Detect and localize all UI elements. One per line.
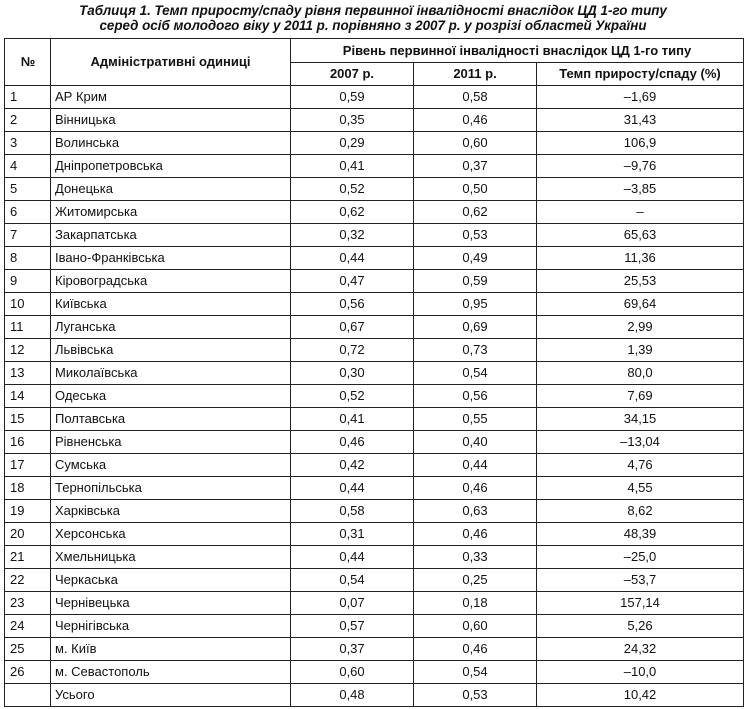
row-rate: –53,7 <box>537 569 744 592</box>
row-2007: 0,47 <box>291 270 414 293</box>
row-rate: 11,36 <box>537 247 744 270</box>
row-rate: –3,85 <box>537 178 744 201</box>
table-row <box>5 178 744 201</box>
row-num: 6 <box>5 201 51 224</box>
row-num: 12 <box>5 339 51 362</box>
row-num: 25 <box>5 638 51 661</box>
row-2007: 0,59 <box>291 86 414 109</box>
row-2011: 0,62 <box>414 201 537 224</box>
row-rate: 24,32 <box>537 638 744 661</box>
table-row <box>5 316 744 339</box>
row-2011: 0,54 <box>414 362 537 385</box>
row-2007: 0,58 <box>291 500 414 523</box>
table-row <box>5 454 744 477</box>
table-row <box>5 362 744 385</box>
table-row <box>5 684 744 707</box>
row-2011: 0,55 <box>414 408 537 431</box>
row-2007: 0,41 <box>291 408 414 431</box>
table-row <box>5 155 744 178</box>
row-2007: 0,46 <box>291 431 414 454</box>
table-row <box>5 247 744 270</box>
table-row <box>5 500 744 523</box>
table-row <box>5 339 744 362</box>
row-rate: 2,99 <box>537 316 744 339</box>
row-name: Івано-Франківська <box>51 247 291 270</box>
row-name: Кіровоградська <box>51 270 291 293</box>
row-name: Усього <box>51 684 291 707</box>
table-row <box>5 523 744 546</box>
row-num: 17 <box>5 454 51 477</box>
row-rate: 4,55 <box>537 477 744 500</box>
row-2011: 0,50 <box>414 178 537 201</box>
row-rate: –25,0 <box>537 546 744 569</box>
row-num: 7 <box>5 224 51 247</box>
row-name: Хмельницька <box>51 546 291 569</box>
row-name: м. Севастополь <box>51 661 291 684</box>
row-name: Вінницька <box>51 109 291 132</box>
row-num: 5 <box>5 178 51 201</box>
table-body <box>5 86 744 707</box>
row-num: 10 <box>5 293 51 316</box>
row-2007: 0,42 <box>291 454 414 477</box>
row-rate: 31,43 <box>537 109 744 132</box>
row-num <box>5 684 51 707</box>
row-rate: 157,14 <box>537 592 744 615</box>
table-row <box>5 431 744 454</box>
row-2011: 0,60 <box>414 615 537 638</box>
row-name: АР Крим <box>51 86 291 109</box>
row-name: Донецька <box>51 178 291 201</box>
row-num: 26 <box>5 661 51 684</box>
row-name: Харківська <box>51 500 291 523</box>
header-rate: Темп приросту/спаду (%) <box>537 63 744 86</box>
row-num: 18 <box>5 477 51 500</box>
table-row <box>5 615 744 638</box>
row-name: м. Київ <box>51 638 291 661</box>
row-2007: 0,30 <box>291 362 414 385</box>
row-rate: 34,15 <box>537 408 744 431</box>
row-name: Волинська <box>51 132 291 155</box>
table-header <box>5 39 744 86</box>
row-name: Черкаська <box>51 569 291 592</box>
row-2011: 0,46 <box>414 638 537 661</box>
row-num: 1 <box>5 86 51 109</box>
row-2007: 0,35 <box>291 109 414 132</box>
table-row <box>5 132 744 155</box>
row-num: 22 <box>5 569 51 592</box>
row-2007: 0,31 <box>291 523 414 546</box>
row-2011: 0,46 <box>414 477 537 500</box>
row-rate: 7,69 <box>537 385 744 408</box>
row-name: Чернівецька <box>51 592 291 615</box>
row-rate: 1,39 <box>537 339 744 362</box>
row-rate: 10,42 <box>537 684 744 707</box>
row-2011: 0,18 <box>414 592 537 615</box>
row-num: 15 <box>5 408 51 431</box>
table-row <box>5 109 744 132</box>
row-num: 16 <box>5 431 51 454</box>
row-num: 19 <box>5 500 51 523</box>
row-num: 8 <box>5 247 51 270</box>
row-2011: 0,53 <box>414 684 537 707</box>
row-num: 23 <box>5 592 51 615</box>
row-2011: 0,40 <box>414 431 537 454</box>
row-num: 21 <box>5 546 51 569</box>
row-2011: 0,56 <box>414 385 537 408</box>
row-rate: 25,53 <box>537 270 744 293</box>
row-rate: 5,26 <box>537 615 744 638</box>
table-row <box>5 569 744 592</box>
row-2007: 0,72 <box>291 339 414 362</box>
row-2007: 0,41 <box>291 155 414 178</box>
table-row <box>5 477 744 500</box>
row-2011: 0,53 <box>414 224 537 247</box>
table-row <box>5 408 744 431</box>
row-num: 14 <box>5 385 51 408</box>
row-2007: 0,60 <box>291 661 414 684</box>
header-num: № <box>5 39 51 86</box>
table-row <box>5 86 744 109</box>
row-2007: 0,44 <box>291 247 414 270</box>
header-2011: 2011 р. <box>414 63 537 86</box>
row-name: Житомирська <box>51 201 291 224</box>
table-row <box>5 638 744 661</box>
table-row <box>5 224 744 247</box>
row-2007: 0,52 <box>291 385 414 408</box>
row-2007: 0,54 <box>291 569 414 592</box>
row-num: 24 <box>5 615 51 638</box>
row-2007: 0,62 <box>291 201 414 224</box>
row-2011: 0,59 <box>414 270 537 293</box>
table-row <box>5 270 744 293</box>
row-2011: 0,95 <box>414 293 537 316</box>
table-caption <box>0 0 746 32</box>
row-name: Львівська <box>51 339 291 362</box>
header-group: Рівень первинної інвалідності внаслідок ЦД 1-го типу <box>291 39 744 63</box>
row-2007: 0,07 <box>291 592 414 615</box>
row-2007: 0,44 <box>291 477 414 500</box>
row-num: 2 <box>5 109 51 132</box>
row-2011: 0,46 <box>414 109 537 132</box>
header-name: Адміністративні одиниці <box>51 39 291 86</box>
table-row <box>5 546 744 569</box>
row-rate: – <box>537 201 744 224</box>
table-row <box>5 293 744 316</box>
row-2007: 0,29 <box>291 132 414 155</box>
row-2011: 0,46 <box>414 523 537 546</box>
row-2011: 0,60 <box>414 132 537 155</box>
disability-table <box>4 38 744 707</box>
row-rate: –13,04 <box>537 431 744 454</box>
row-2007: 0,57 <box>291 615 414 638</box>
row-rate: 8,62 <box>537 500 744 523</box>
row-name: Дніпропетровська <box>51 155 291 178</box>
row-num: 20 <box>5 523 51 546</box>
row-rate: –10,0 <box>537 661 744 684</box>
row-2011: 0,44 <box>414 454 537 477</box>
table-row <box>5 661 744 684</box>
row-name: Чернігівська <box>51 615 291 638</box>
row-2011: 0,37 <box>414 155 537 178</box>
row-name: Закарпатська <box>51 224 291 247</box>
row-rate: 80,0 <box>537 362 744 385</box>
row-name: Рівненська <box>51 431 291 454</box>
row-2007: 0,37 <box>291 638 414 661</box>
row-name: Полтавська <box>51 408 291 431</box>
row-2011: 0,73 <box>414 339 537 362</box>
row-2011: 0,58 <box>414 86 537 109</box>
row-2007: 0,44 <box>291 546 414 569</box>
row-num: 3 <box>5 132 51 155</box>
row-name: Луганська <box>51 316 291 339</box>
row-2011: 0,25 <box>414 569 537 592</box>
header-2007: 2007 р. <box>291 63 414 86</box>
row-num: 13 <box>5 362 51 385</box>
row-num: 9 <box>5 270 51 293</box>
row-2011: 0,49 <box>414 247 537 270</box>
row-num: 4 <box>5 155 51 178</box>
row-name: Сумська <box>51 454 291 477</box>
row-2011: 0,33 <box>414 546 537 569</box>
table-row <box>5 385 744 408</box>
row-rate: 4,76 <box>537 454 744 477</box>
table-row <box>5 592 744 615</box>
row-2011: 0,63 <box>414 500 537 523</box>
row-rate: 48,39 <box>537 523 744 546</box>
row-name: Тернопільська <box>51 477 291 500</box>
row-rate: 106,9 <box>537 132 744 155</box>
row-2007: 0,52 <box>291 178 414 201</box>
row-2007: 0,48 <box>291 684 414 707</box>
caption-line-1: Таблиця 1. Темп приросту/спаду рівня первинної інвалідності внаслідок ЦД 1-го типу <box>79 3 667 18</box>
row-2007: 0,67 <box>291 316 414 339</box>
row-rate: 69,64 <box>537 293 744 316</box>
row-name: Херсонська <box>51 523 291 546</box>
row-name: Миколаївська <box>51 362 291 385</box>
row-rate: 65,63 <box>537 224 744 247</box>
row-2011: 0,54 <box>414 661 537 684</box>
row-2007: 0,56 <box>291 293 414 316</box>
row-num: 11 <box>5 316 51 339</box>
row-name: Київська <box>51 293 291 316</box>
caption-line-2: серед осіб молодого віку у 2011 р. порівняно з 2007 р. у розрізі областей України <box>99 18 647 33</box>
row-rate: –9,76 <box>537 155 744 178</box>
table-row <box>5 201 744 224</box>
row-rate: –1,69 <box>537 86 744 109</box>
row-name: Одеська <box>51 385 291 408</box>
row-2011: 0,69 <box>414 316 537 339</box>
row-2007: 0,32 <box>291 224 414 247</box>
